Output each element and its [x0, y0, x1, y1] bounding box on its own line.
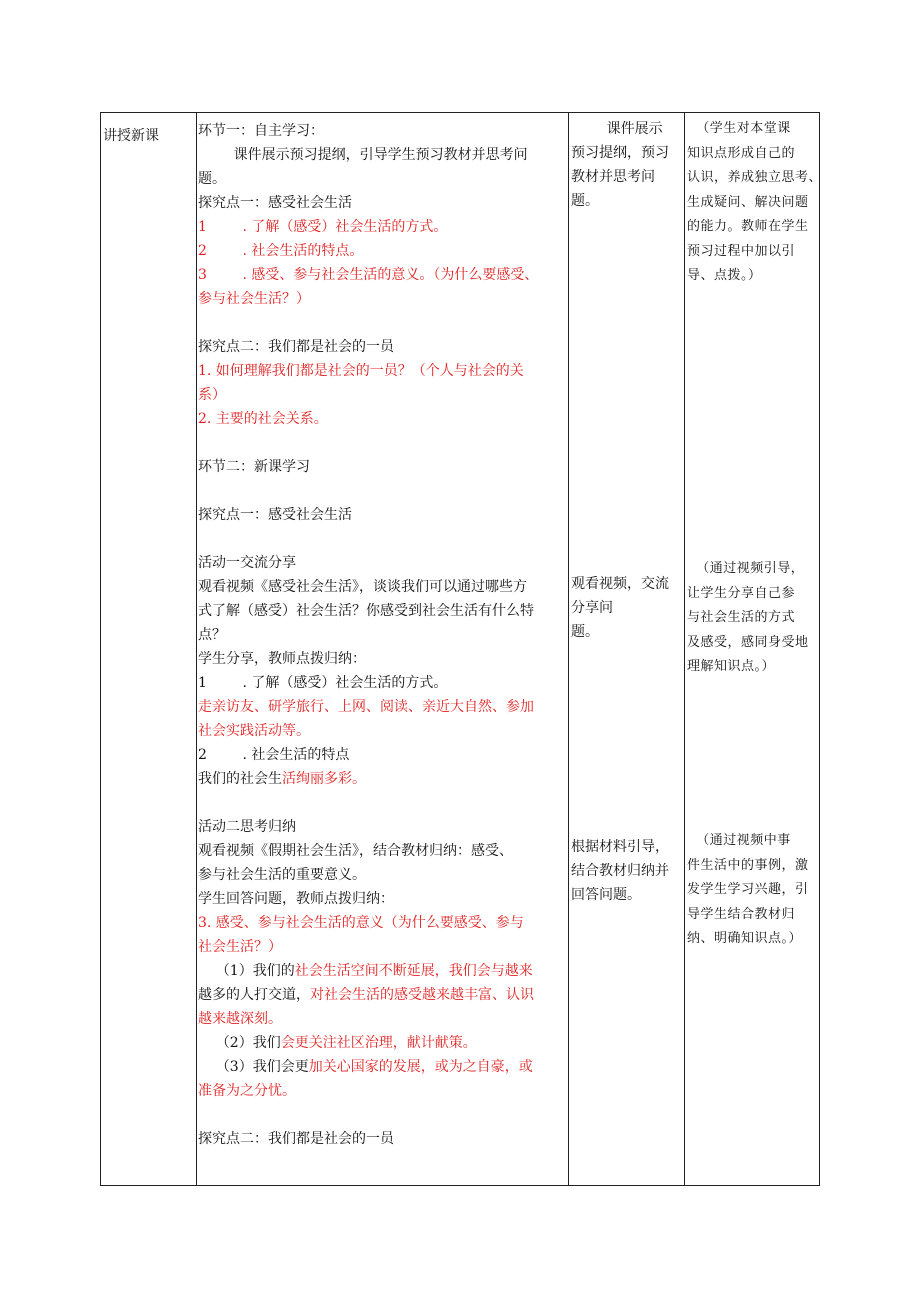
activity-line: 教材并思考问	[571, 169, 655, 185]
content-line	[198, 959, 567, 983]
activity-line: 结合教材归纳并	[571, 863, 669, 879]
activity-line: 分享问	[571, 600, 613, 616]
content-line: 2 . 社会生活的特点	[198, 747, 350, 763]
activity-line: 回答问题。	[571, 887, 641, 903]
content-line	[198, 1055, 567, 1079]
content-line: 1. 如何理解我们都是社会的一员？（个人与社会的关	[198, 363, 524, 379]
student-activity-cell	[569, 113, 684, 1185]
content-line: 点？	[198, 627, 226, 643]
intent-line: 的能力。教师在学生	[687, 219, 809, 234]
activity-line: 题。	[571, 193, 599, 209]
content-line: 活动一交流分享	[198, 555, 296, 571]
teaching-content-cell	[197, 113, 569, 1185]
student-activity-block-3	[571, 835, 669, 907]
content-line: 2 . 社会生活的特点。	[198, 243, 364, 259]
activity-line: 课件展示	[571, 121, 663, 137]
content-line: 社会实践活动等。	[198, 723, 310, 739]
intent-line: 发学生学习兴趣，引	[687, 882, 809, 897]
content-line: 参与社会生活的重要意义。	[198, 867, 366, 883]
content-text: 越多的人打交道，	[198, 987, 310, 1003]
content-text: （1）我们的	[198, 963, 295, 979]
content-line	[198, 311, 567, 335]
activity-line: 根据材料引导，	[571, 839, 669, 855]
intent-line: （通过视频引导，	[687, 561, 805, 576]
content-line: 探究点一：感受社会生活	[198, 507, 352, 523]
content-line	[198, 527, 567, 551]
activity-line: 预习提纲，预习	[571, 145, 669, 161]
content-line: 系）	[198, 387, 226, 403]
content-line: 走亲访友、研学旅行、上网、阅读、亲近大自然、参加	[198, 699, 534, 715]
intent-line: 导、点拨。）	[687, 268, 762, 283]
content-line: 2. 主要的社会关系。	[198, 411, 328, 427]
intent-line: 生成疑问、解决问题	[687, 194, 809, 210]
content-line: 社会生活？）	[198, 939, 282, 955]
content-line: 1 . 了解（感受）社会生活的方式。	[198, 675, 448, 691]
intent-line: 纳、明确知识点。）	[687, 931, 803, 946]
row-label-cell	[101, 113, 196, 1185]
student-activity-block-1	[571, 117, 669, 213]
intent-line: 让学生分享自己参	[687, 585, 796, 601]
content-line: 观看视频《感受社会生活》，谈谈我们可以通过哪些方	[198, 579, 527, 595]
content-line: 环节二：新课学习	[198, 459, 310, 475]
content-line	[198, 983, 567, 1007]
content-line: 题。	[198, 171, 226, 187]
content-line: 3. 感受、参与社会生活的意义（为什么要感受、参与	[198, 915, 524, 931]
intent-line: 导学生结合教材归	[687, 906, 796, 922]
student-activity-block-2	[571, 572, 669, 644]
content-line: 式了解（感受）社会生活？你感受到社会生活有什么特	[198, 603, 534, 619]
design-intent-cell	[685, 113, 823, 1185]
content-line: 越来越深刻。	[198, 1011, 282, 1027]
content-text: （2）我们	[198, 1035, 281, 1051]
content-line: 3 . 感受、参与社会生活的意义。（为什么要感受、	[198, 267, 539, 283]
design-intent-block-3	[687, 829, 809, 952]
design-intent-block-2	[687, 557, 809, 680]
content-line	[198, 1103, 567, 1127]
content-line: 课件展示预习提纲，引导学生预习教材并思考问	[198, 147, 528, 163]
content-line: 准备为之分忧。	[198, 1083, 296, 1099]
intent-line: 与社会生活的方式	[687, 610, 796, 625]
intent-line: 及感受，感同身受地	[687, 634, 809, 650]
content-line	[198, 1031, 567, 1055]
design-intent-block-1	[687, 117, 822, 289]
intent-line: 认识，养成独立思考、	[687, 170, 823, 185]
content-line: 探究点二：我们都是社会的一员	[198, 339, 394, 355]
content-line	[198, 431, 567, 455]
highlight-text: 活绚丽多彩。	[282, 771, 366, 787]
intent-line: 件生活中的事例，激	[687, 857, 809, 873]
content-line	[198, 767, 567, 791]
content-text: （3）我们会更	[198, 1059, 309, 1075]
content-line: 观看视频《假期社会生活》，结合教材归纳：感受、	[198, 843, 513, 859]
content-line: 活动二思考归纳	[198, 819, 296, 835]
row-label: 讲授新课	[103, 128, 159, 144]
lesson-plan-table	[100, 112, 823, 1186]
intent-line: 知识点形成自己的	[687, 145, 796, 161]
intent-line: （学生对本堂课	[687, 121, 791, 136]
content-text: 我们的社会生	[198, 771, 282, 787]
content-line: 环节一：自主学习：	[198, 123, 324, 139]
content-line: 探究点二：我们都是社会的一员	[198, 1131, 394, 1147]
content-line	[198, 479, 567, 503]
intent-line: 理解知识点。）	[687, 659, 776, 674]
intent-line: （通过视频中事	[687, 833, 791, 848]
content-line: 参与社会生活？）	[198, 291, 310, 307]
highlight-text: 会更关注社区治理，献计献策。	[280, 1035, 477, 1051]
highlight-text: 对社会生活的感受越来越丰富、认识	[310, 987, 534, 1003]
activity-line: 观看视频，交流	[571, 576, 669, 592]
highlight-text: 加关心国家的发展，或为之自豪，或	[308, 1059, 533, 1075]
intent-line: 预习过程中加以引	[687, 243, 796, 259]
activity-line: 题。	[571, 624, 599, 640]
content-line: 探究点一：感受社会生活	[198, 195, 352, 211]
content-line: 1 . 了解（感受）社会生活的方式。	[198, 219, 448, 235]
content-line: 学生分享，教师点拨归纳：	[198, 651, 366, 667]
content-line	[198, 791, 567, 815]
highlight-text: 社会生活空间不断延展，我们会与越来	[294, 963, 533, 979]
content-line: 学生回答问题，教师点拨归纳：	[198, 891, 394, 907]
